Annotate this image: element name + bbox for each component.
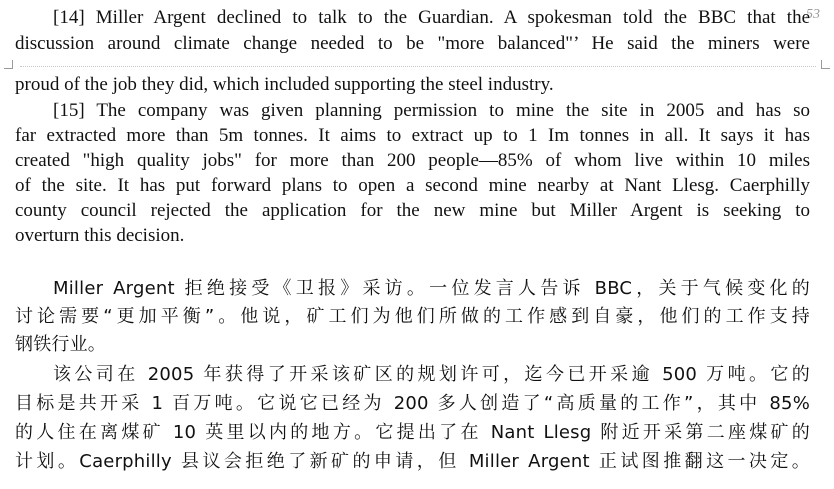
page-corner-marker <box>821 60 830 69</box>
paragraph-15-line-5: county council rejected the application for the new mine but Miller Argent is seeking to <box>15 200 810 221</box>
chinese-paragraph-2-line-4: 计划。Caerphilly 县议会拒绝了新矿的申请，但 Miller Argent 正试图推翻这一决定。 <box>15 451 810 472</box>
paragraph-15-line-2: far extracted more than 5m tonnes. It aims to extract up to 1 Im tonnes in all. It says it has <box>15 125 810 146</box>
page-corner-marker <box>4 60 13 69</box>
chinese-paragraph-2-line-1: 该公司在 2005 年获得了开采该矿区的规划许可，迄今已开采逾 500 万吨。它的 <box>53 364 810 385</box>
paragraph-15-line-1: [15] The company was given planning permission to mine the site in 2005 and has so <box>53 100 810 121</box>
paragraph-15-line-3: created "high quality jobs" for more than 200 people—85% of whom live within 10 miles <box>15 150 810 171</box>
paragraph-14-line-3: proud of the job they did, which included supporting the steel industry. <box>15 74 554 95</box>
paragraph-15-line-6: overturn this decision. <box>15 225 185 246</box>
page-break-marker <box>0 60 834 72</box>
page-break-rule <box>20 66 816 67</box>
chinese-paragraph-1-line-1: Miller Argent 拒绝接受《卫报》采访。一位发言人告诉 BBC，关于气候变化的 <box>53 278 810 299</box>
chinese-paragraph-2-line-2: 目标是共开采 1 百万吨。它说它已经为 200 多人创造了“高质量的工作”，其中 85% <box>15 393 810 414</box>
chinese-paragraph-1-line-2: 讨论需要“更加平衡”。他说，矿工们为他们所做的工作感到自豪，他们的工作支持 <box>15 306 810 327</box>
paragraph-15-line-4: of the site. It has put forward plans to open a second mine nearby at Nant Llesg. Caerphilly <box>15 175 810 196</box>
chinese-paragraph-1-line-3: 钢铁行业。 <box>15 334 106 355</box>
paragraph-14-line-2: discussion around climate change needed to be "more balanced"’ He said the miners were <box>15 33 810 54</box>
paragraph-14-line-1: [14] Miller Argent declined to talk to the Guardian. A spokesman told the BBC that the <box>53 7 810 28</box>
chinese-paragraph-2-line-3: 的人住在离煤矿 10 英里以内的地方。它提出了在 Nant Llesg 附近开采第二座煤矿的 <box>15 422 810 443</box>
page-number: 53 <box>806 7 820 22</box>
